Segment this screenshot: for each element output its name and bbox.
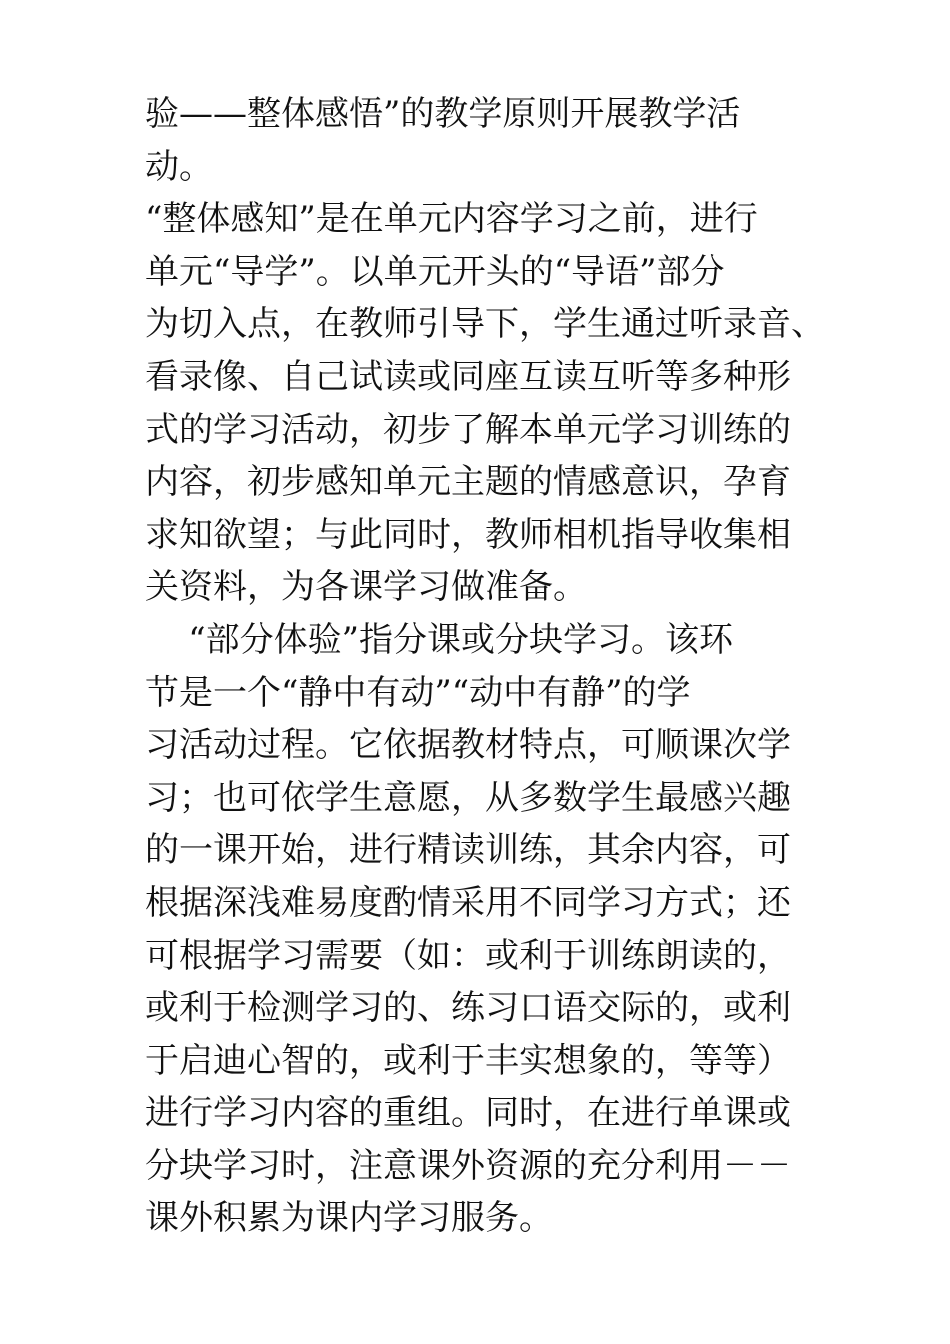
- text-line: 求知欲望；与此同时，教师相机指导收集相: [145, 514, 791, 555]
- text-line: 节是一个“静中有动”“动中有静”的学: [145, 672, 691, 713]
- text-line: 动。: [145, 146, 213, 187]
- text-line: 看录像、自己试读或同座互读互听等多种形: [145, 356, 791, 397]
- text-line: 进行学习内容的重组。同时，在进行单课或: [145, 1093, 791, 1134]
- text-line: 分块学习时，注意课外资源的充分利用－－: [145, 1145, 791, 1186]
- text-line: 于启迪心智的，或利于丰实想象的，等等）: [145, 1040, 791, 1081]
- body-text: [145, 88, 825, 1245]
- text-line: 为切入点，在教师引导下，学生通过听录音、: [145, 304, 825, 345]
- text-line: 式的学习活动，初步了解本单元学习训练的: [145, 409, 791, 450]
- text-line: “整体感知”是在单元内容学习之前，进行: [145, 199, 758, 240]
- text-line: 内容，初步感知单元主题的情感意识，孕育: [145, 462, 791, 503]
- text-line: 习；也可依学生意愿，从多数学生最感兴趣: [145, 777, 791, 818]
- text-line: 单元“导学”。以单元开头的“导语”部分: [145, 251, 725, 292]
- text-line: 根据深浅难易度酌情采用不同学习方式；还: [145, 882, 791, 923]
- text-line: 可根据学习需要（如：或利于训练朗读的，: [145, 935, 791, 976]
- text-line: 验——整体感悟”的教学原则开展教学活: [145, 94, 741, 134]
- text-line: 关资料，为各课学习做准备。: [145, 567, 587, 608]
- text-line: 习活动过程。它依据教材特点，可顺课次学: [145, 725, 791, 766]
- text-line: 的一课开始，进行精读训练，其余内容，可: [145, 830, 791, 871]
- text-line: “部分体验”指分课或分块学习。该环: [145, 619, 733, 660]
- text-line: 或利于检测学习的、练习口语交际的，或利: [145, 988, 791, 1029]
- text-line: 课外积累为课内学习服务。: [145, 1198, 553, 1239]
